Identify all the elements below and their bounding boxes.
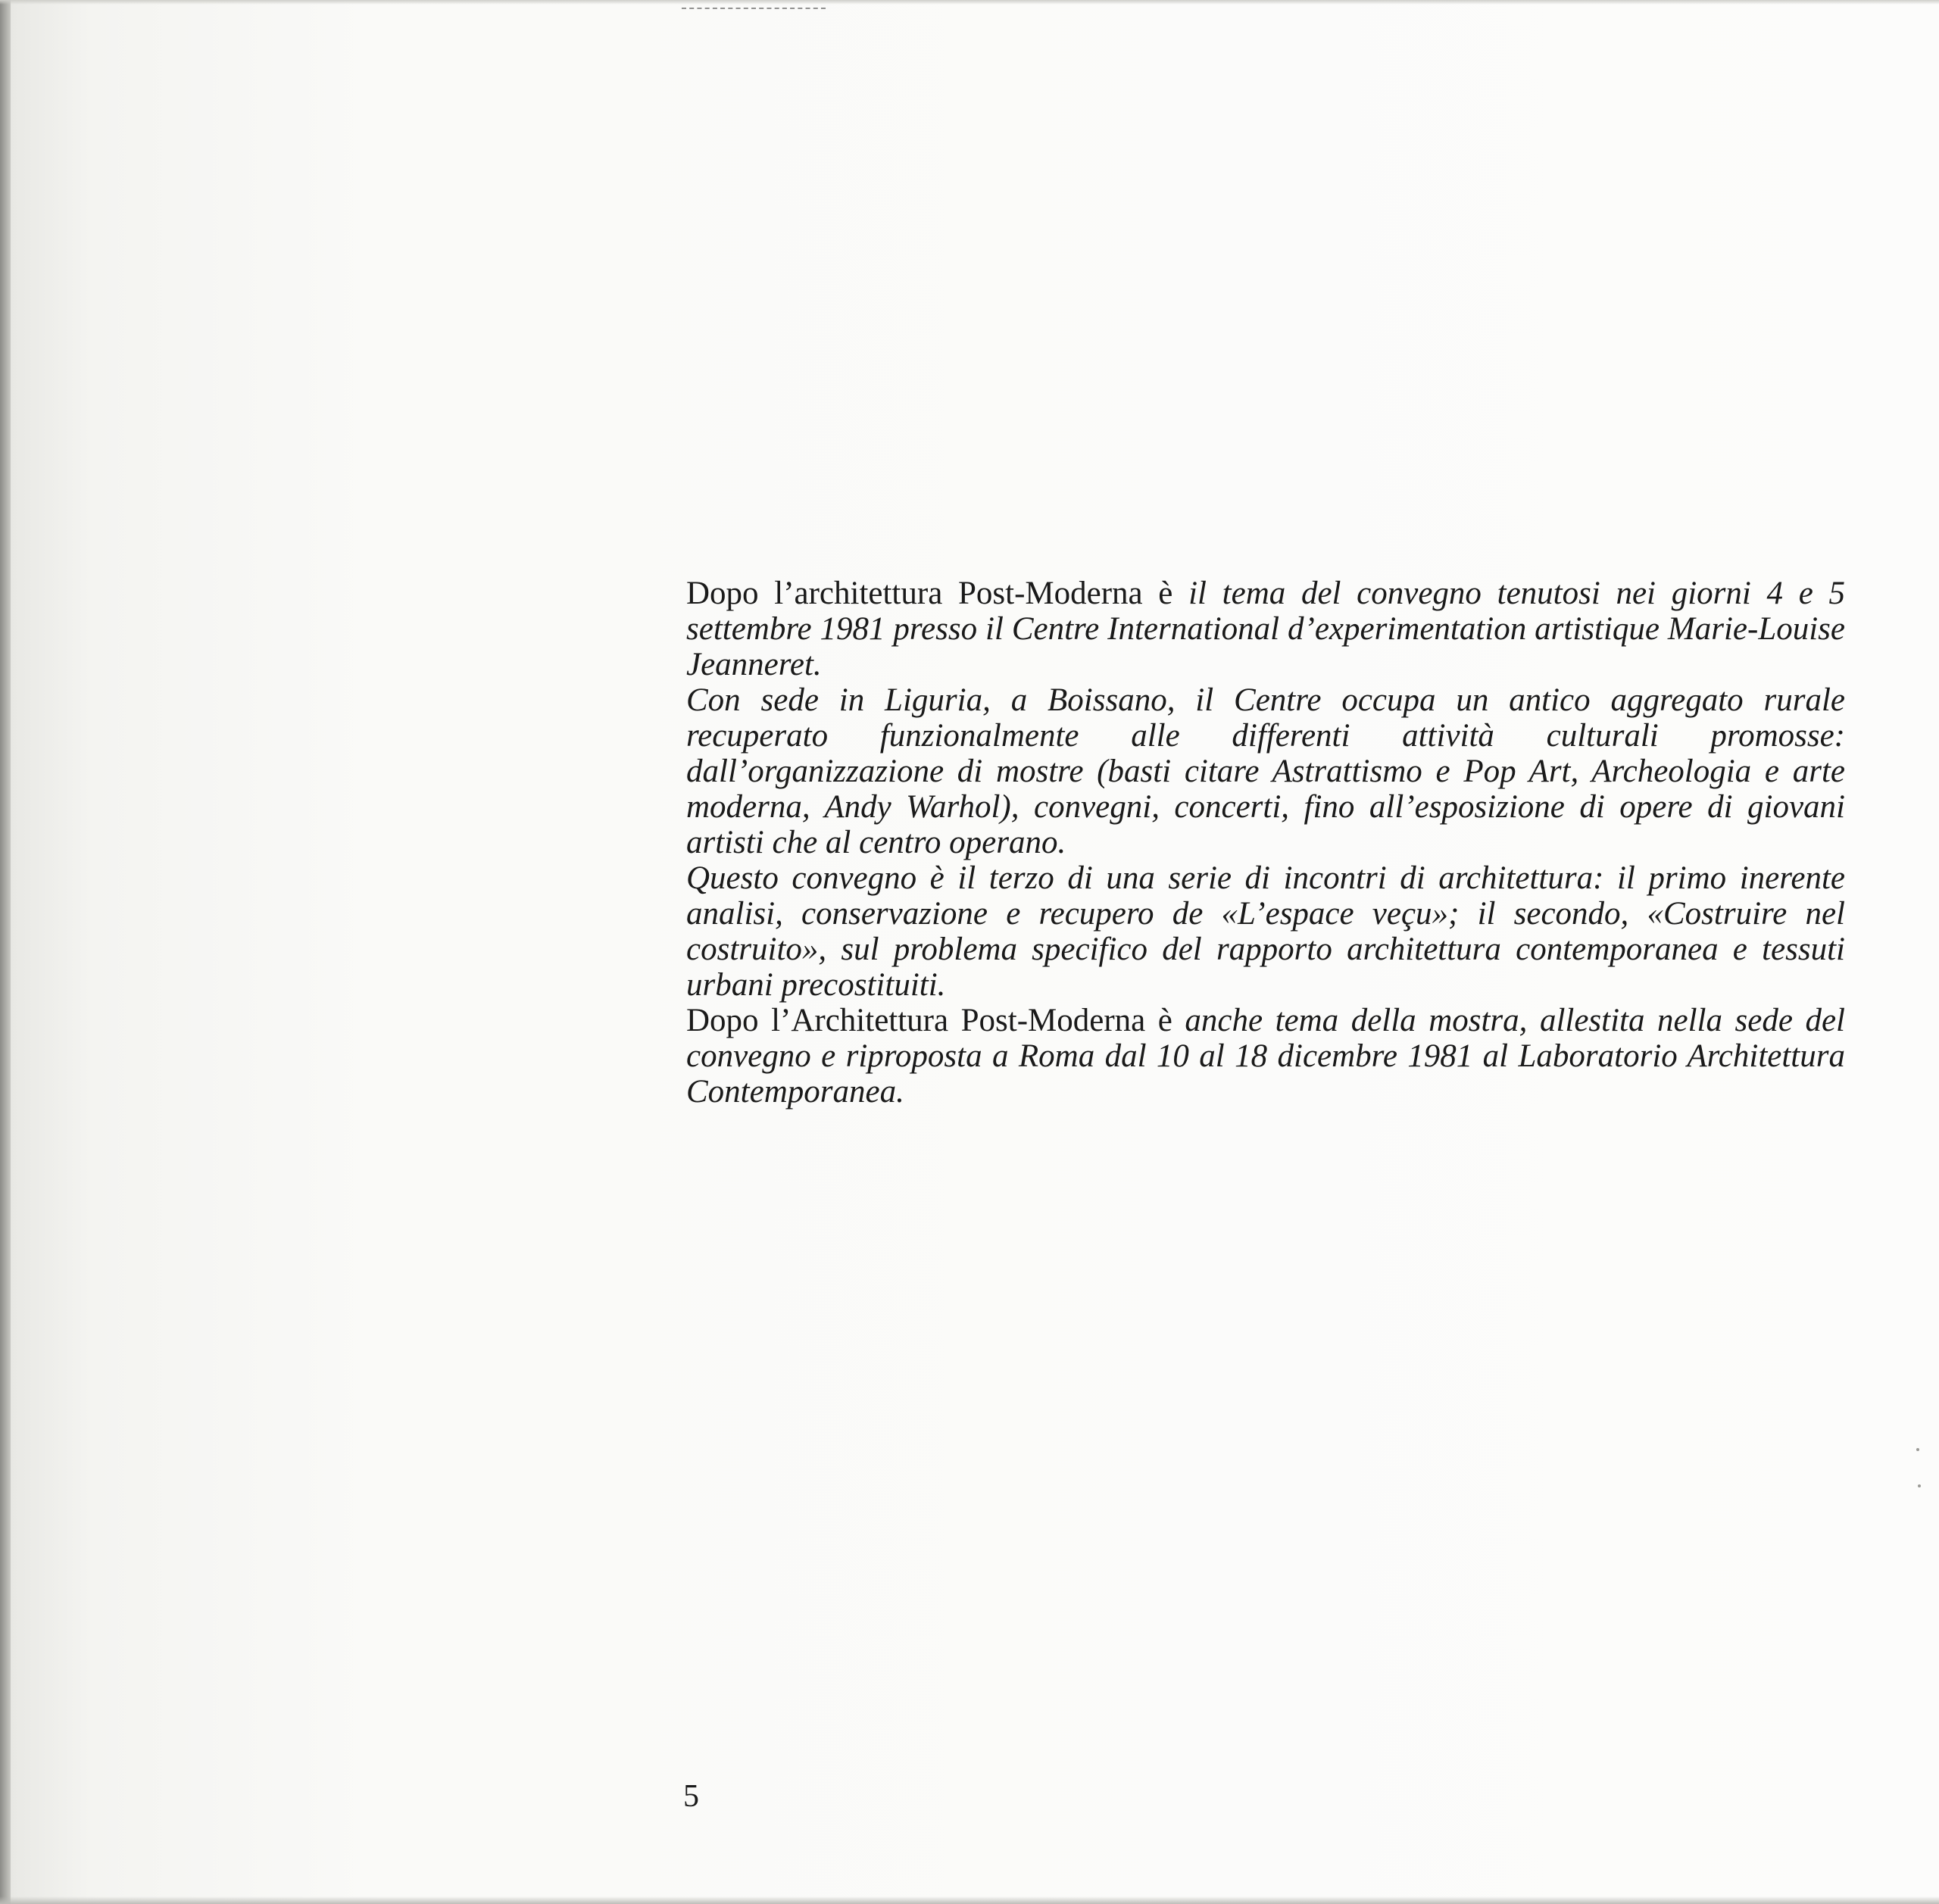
paper-speck — [1916, 1448, 1919, 1451]
paper-speck — [1918, 1484, 1921, 1487]
bottom-edge-shadow — [0, 1896, 1939, 1904]
paragraph-4 — [686, 1003, 1845, 1110]
bleed-through-residue — [682, 2, 826, 9]
paragraph-1-roman: Dopo l’architettura Post-Moderna è — [686, 576, 1173, 611]
paragraph-1 — [686, 576, 1845, 682]
paragraph-1-italic: il tema del convegno tenutosi nei giorni 4 e 5 settembre 1981 presso il Centre International d’experimentation artistique Marie-Louise Jeanneret. — [686, 576, 1845, 682]
top-edge-shadow — [0, 0, 1939, 5]
body-text — [686, 576, 1845, 1110]
paragraph-2 — [686, 682, 1845, 860]
paragraph-3 — [686, 860, 1845, 1003]
paragraph-3-italic: Questo convegno è il terzo di una serie di incontri di architettura: il primo inerente analisi, conservazione e recupero de «L’espace veçu»; il secondo, «Costruire nel costruito», sul problema specifico del rapporto architettura contemporanea e tessuti urbani precostituiti. — [686, 860, 1845, 1003]
paragraph-4-roman: Dopo l’Architettura Post-Moderna è — [686, 1003, 1172, 1038]
spine-shadow — [0, 0, 11, 1904]
page-number: 5 — [683, 1779, 699, 1814]
paragraph-4-italic: anche tema della mostra, allestita nella sede del convegno e riproposta a Roma dal 10 al 18 dicembre 1981 al Laboratorio Architettura Contemporanea. — [686, 1003, 1845, 1110]
paragraph-2-italic: Con sede in Liguria, a Boissano, il Centre occupa un antico aggregato rurale recuperato funzionalmente alle differenti attività culturali promosse: dall’organizzazione di mostre (basti citare Astrattismo e Pop Art, Archeologia e arte moderna, Andy Warhol), convegni, concerti, fino all’esposizione di opere di giovani artisti che al centro operano. — [686, 682, 1845, 860]
